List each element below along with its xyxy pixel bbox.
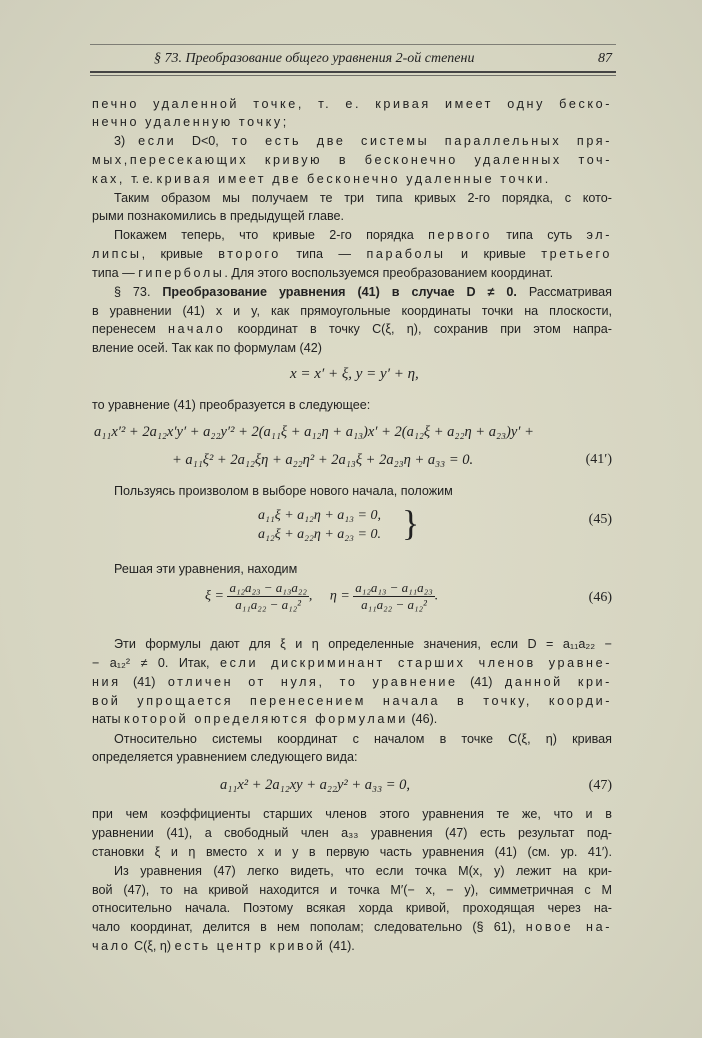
- equation-number-46: (46): [588, 590, 612, 605]
- equation-46: ξ = $\frac{\text{a₁₂a₂₃ − a₁₃a₂₂}}{\text{a₁₁a₂₂ − a₁₂²}}$ , η = $\frac{\text{a₁₂a₁₃ − a₁₁a₂₃}}{\text{a₁₁a₂₂ − a₁₂²}}$ .: [205, 580, 439, 612]
- page-number: 87: [598, 51, 612, 66]
- eq46-eta-denominator: a₁₁a₂₂ − a₁₂²: [361, 597, 427, 612]
- top-rule: [90, 44, 616, 45]
- text-line: [92, 208, 612, 224]
- text-line: [92, 655, 612, 671]
- text-line: [92, 711, 612, 727]
- text-segment: вление осей. Так как по формулам (42): [92, 341, 322, 355]
- text-line: [114, 190, 612, 206]
- text-segment: нечно удаленную точку;: [92, 115, 289, 129]
- text-segment: Относительно системы координат с началом в точке C(ξ, η) кривая: [114, 732, 612, 746]
- text-line: [114, 863, 612, 879]
- text-line: [92, 806, 612, 822]
- text-segment: то есть две системы параллельных пря-: [231, 134, 612, 148]
- text-segment: наты: [92, 712, 125, 726]
- text-segment: гиперболы: [138, 266, 225, 280]
- text-line: [92, 171, 612, 187]
- text-line: [92, 265, 612, 281]
- equation-45-line2: a₁₂ξ + a₂₂η + a₂₃ = 0.: [258, 527, 381, 542]
- text-segment: липсы: [92, 247, 142, 261]
- text-segment: (46).: [407, 712, 438, 726]
- text-segment: типа —: [280, 247, 367, 261]
- text-segment: третьего: [541, 247, 613, 261]
- text-segment: чало: [92, 939, 131, 953]
- equation-number-45: (45): [588, 512, 612, 527]
- text-segment: Пользуясь произволом в выборе нового начала, положим: [114, 484, 453, 498]
- text-line: [92, 321, 612, 337]
- text-segment: т. е.: [131, 172, 157, 186]
- text-line: [92, 919, 612, 935]
- eq46-eta-label: η =: [329, 588, 350, 604]
- text-segment: отличен от нуля, то уравнение: [167, 675, 458, 689]
- eq46-eta-fraction: [353, 580, 434, 613]
- text-segment: D: [191, 134, 201, 148]
- text-segment: координат в точку C(ξ, η), сохранив при этом напра-: [225, 322, 612, 336]
- equation-45-line1: a₁₁ξ + a₁₂η + a₁₃ = 0,: [258, 508, 381, 523]
- text-segment: <0,: [200, 134, 232, 148]
- text-line: [114, 133, 612, 149]
- eq46-xi-denominator: a₁₁a₂₂ − a₁₂²: [235, 597, 302, 612]
- text-segment: 3): [114, 134, 139, 148]
- text-segment: ния: [92, 675, 121, 689]
- text-line: [114, 561, 612, 577]
- text-segment: параболы: [366, 247, 446, 261]
- text-line: [92, 938, 612, 954]
- text-segment: начало: [168, 322, 226, 336]
- text-segment: § 73.: [114, 285, 163, 299]
- text-segment: перенесем: [92, 322, 168, 336]
- header-rule-2: [90, 75, 616, 76]
- text-segment: . Для этого воспользуемся преобразованием координат.: [224, 266, 554, 280]
- text-line: [92, 844, 612, 860]
- equation-42: x = x′ + ξ, y = y′ + η,: [290, 366, 419, 382]
- text-line: [92, 246, 612, 262]
- text-line: [92, 749, 612, 765]
- text-segment: второго: [218, 247, 281, 261]
- eq46-xi-label: ξ =: [205, 588, 224, 604]
- text-segment: чало координат, делится в нем пополам; следовательно (§ 61),: [92, 920, 526, 934]
- text-segment: Эти формулы дают для ξ и η определенные значения, если D = a₁₁a₂₂ −: [114, 637, 612, 651]
- text-segment: становки ξ и η вместо x и y в первую часть уравнения (41) (см. ур. 41′).: [92, 845, 612, 859]
- eq46-eta-numerator: a₁₂a₁₃ − a₁₁a₂₃: [355, 580, 433, 595]
- text-line: [114, 731, 612, 747]
- equation-47: a₁₁x² + 2a₁₂xy + a₂₂y² + a₃₃ = 0,: [220, 777, 411, 793]
- text-segment: (41): [457, 675, 505, 689]
- text-line: [92, 340, 612, 356]
- equation-number-41p: (41′): [585, 452, 612, 467]
- text-segment: которой определяются формулами: [124, 712, 408, 726]
- text-segment: типа суть: [491, 228, 587, 242]
- text-line: [92, 303, 612, 319]
- text-line: [92, 900, 612, 916]
- text-line: [92, 882, 612, 898]
- text-line: [92, 693, 612, 709]
- text-segment: если: [138, 134, 192, 148]
- text-segment: новое на-: [525, 920, 612, 934]
- text-segment: то уравнение (41) преобразуется в следующее:: [92, 398, 371, 412]
- text-segment: первого: [428, 228, 492, 242]
- text-segment: при чем коэффициенты старших членов этого уравнения те же, что и в: [92, 807, 612, 821]
- text-segment: в уравнении (41) x и y, как прямоугольные координаты точки на плоскости,: [92, 304, 612, 318]
- text-line: [114, 227, 612, 243]
- text-segment: уравнении (41), а свободный член a₃₃ уравнения (47) есть результат под-: [92, 826, 612, 840]
- text-segment: относительно начала. Поэтому всякая хорда кривой, проходящая через на-: [92, 901, 612, 915]
- text-segment: эл-: [586, 228, 612, 242]
- header-title: § 73. Преобразование общего уравнения 2-ой степени: [154, 51, 475, 66]
- text-line: [92, 825, 612, 841]
- text-segment: определяется уравнением следующего вида:: [92, 750, 358, 764]
- text-line: [92, 674, 612, 690]
- header-rule: [90, 71, 616, 73]
- text-segment: кривая имеет две бесконечно удаленные точки.: [156, 172, 551, 186]
- text-segment: Таким образом мы получаем те три типа кривых 2-го порядка, с кото-: [114, 191, 612, 205]
- text-line: [92, 397, 612, 413]
- text-segment: типа —: [92, 266, 139, 280]
- text-segment: − a₁₂² ≠ 0. Итак,: [92, 656, 220, 670]
- text-segment: рыми познакомились в предыдущей главе.: [92, 209, 345, 223]
- text-line: [114, 636, 612, 652]
- text-segment: C(ξ, η): [130, 939, 175, 953]
- text-segment: ках,: [92, 172, 132, 186]
- text-segment: вой (47), то на кривой находится и точка M′(− x, − y), симметричная с M: [92, 883, 612, 897]
- text-line: [92, 152, 612, 168]
- text-segment: данной кри-: [504, 675, 612, 689]
- text-segment: если дискриминант старших членов уравне-: [220, 656, 612, 670]
- text-segment: вой упрощается перенесением начала в точку, коорди-: [92, 694, 612, 708]
- equation-41p-line1: a₁₁x′² + 2a₁₂x′y′ + a₂₂y′² + 2(a₁₁ξ + a₁₂η + a₁₃)x′ + 2(a₁₂ξ + a₂₂η + a₂₃)y′ +: [94, 424, 534, 440]
- text-segment: Рассматривая: [516, 285, 612, 299]
- text-segment: Преобразование уравнения (41) в случае D ≠ 0.: [162, 285, 517, 299]
- text-line: [114, 483, 612, 499]
- text-segment: Покажем теперь, что кривые 2-го порядка: [114, 228, 429, 242]
- text-segment: и кривые: [445, 247, 542, 261]
- text-segment: (41): [120, 675, 168, 689]
- equation-number-47: (47): [588, 778, 612, 793]
- text-line: [92, 96, 612, 112]
- eq46-xi-fraction: [227, 580, 308, 613]
- text-segment: Из уравнения (47) легко видеть, что если точка M(x, y) лежит на кри-: [114, 864, 612, 878]
- text-segment: есть центр кривой: [174, 939, 326, 953]
- text-segment: печно удаленной точке, т. е. кривая имеет одну беско-: [92, 97, 612, 111]
- text-line: [114, 284, 612, 300]
- eq46-xi-numerator: a₁₂a₂₃ − a₁₃a₂₂: [229, 580, 307, 595]
- text-segment: Решая эти уравнения, находим: [114, 562, 298, 576]
- text-segment: (41).: [325, 939, 355, 953]
- text-line: [92, 114, 612, 130]
- equation-45-brace: }: [402, 503, 420, 543]
- text-segment: , кривые: [141, 247, 219, 261]
- equation-41p-line2: + a₁₁ξ² + 2a₁₂ξη + a₂₂η² + 2a₁₃ξ + 2a₂₃η + a₃₃ = 0.: [172, 452, 474, 468]
- text-segment: мых,пересекающих кривую в бесконечно удаленных точ-: [92, 153, 612, 167]
